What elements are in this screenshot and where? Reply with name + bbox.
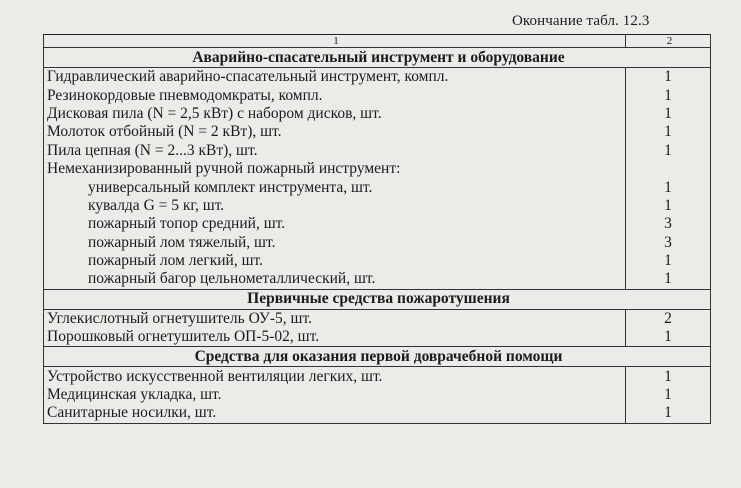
- item-name: пожарный топор средний, шт.: [44, 215, 626, 233]
- item-qty: 1: [626, 123, 711, 141]
- table-row: [44, 252, 711, 270]
- item-qty: 3: [626, 215, 711, 233]
- column-1-header: 1: [44, 35, 626, 48]
- item-name: кувалда G = 5 кг, шт.: [44, 197, 626, 215]
- item-name: Дисковая пила (N = 2,5 кВт) с набором дисков, шт.: [44, 105, 626, 123]
- item-qty: 1: [626, 252, 711, 270]
- table-row: [44, 270, 711, 289]
- section-title: Средства для оказания первой доврачебной помощи: [44, 347, 711, 367]
- table-row: [44, 197, 711, 215]
- item-name: Молоток отбойный (N = 2 кВт), шт.: [44, 123, 626, 141]
- item-qty: 1: [626, 367, 711, 386]
- item-name: Гидравлический аварийно-спасательный инструмент, компл.: [44, 68, 626, 87]
- item-name: пожарный лом тяжелый, шт.: [44, 234, 626, 252]
- table-row: [44, 309, 711, 328]
- item-qty: 1: [626, 68, 711, 87]
- table-row: [44, 386, 711, 404]
- table-row: [44, 215, 711, 233]
- item-name: Санитарные носилки, шт.: [44, 404, 626, 423]
- item-name: Устройство искусственной вентиляции легких, шт.: [44, 367, 626, 386]
- section-title: Первичные средства пожаротушения: [44, 289, 711, 309]
- table-row: [44, 178, 711, 196]
- section-header: [44, 289, 711, 309]
- item-qty: 1: [626, 404, 711, 423]
- table-row: [44, 142, 711, 160]
- item-qty: 2: [626, 309, 711, 328]
- item-qty: 1: [626, 270, 711, 289]
- table-row: [44, 234, 711, 252]
- section-title: Аварийно-спасательный инструмент и оборудование: [44, 48, 711, 68]
- item-name: Порошковый огнетушитель ОП-5-02, шт.: [44, 328, 626, 347]
- item-name: Немеханизированный ручной пожарный инструмент:: [44, 160, 626, 178]
- item-qty: 1: [626, 386, 711, 404]
- table-row: [44, 404, 711, 423]
- item-name: пожарный лом легкий, шт.: [44, 252, 626, 270]
- table-row: [44, 68, 711, 87]
- equipment-table: [43, 34, 711, 424]
- table-caption: Окончание табл. 12.3: [512, 13, 650, 29]
- table-row: [44, 328, 711, 347]
- item-qty: 1: [626, 197, 711, 215]
- column-2-header: 2: [626, 35, 711, 48]
- item-qty: 1: [626, 178, 711, 196]
- item-qty: 3: [626, 234, 711, 252]
- section-header: [44, 347, 711, 367]
- table-row: [44, 123, 711, 141]
- item-name: Пила цепная (N = 2...3 кВт), шт.: [44, 142, 626, 160]
- item-name: Углекислотный огнетушитель ОУ-5, шт.: [44, 309, 626, 328]
- item-name: Медицинская укладка, шт.: [44, 386, 626, 404]
- item-qty: 1: [626, 105, 711, 123]
- item-name: Резинокордовые пневмодомкраты, компл.: [44, 86, 626, 104]
- table-row: [44, 86, 711, 104]
- item-name: пожарный багор цельнометаллический, шт.: [44, 270, 626, 289]
- column-number-row: [44, 35, 711, 48]
- table-row: [44, 160, 711, 178]
- table-row: [44, 367, 711, 386]
- item-qty: 1: [626, 328, 711, 347]
- item-qty: 1: [626, 142, 711, 160]
- item-name: универсальный комплект инструмента, шт.: [44, 178, 626, 196]
- item-qty: [626, 160, 711, 178]
- table-row: [44, 105, 711, 123]
- section-header: [44, 48, 711, 68]
- item-qty: 1: [626, 86, 711, 104]
